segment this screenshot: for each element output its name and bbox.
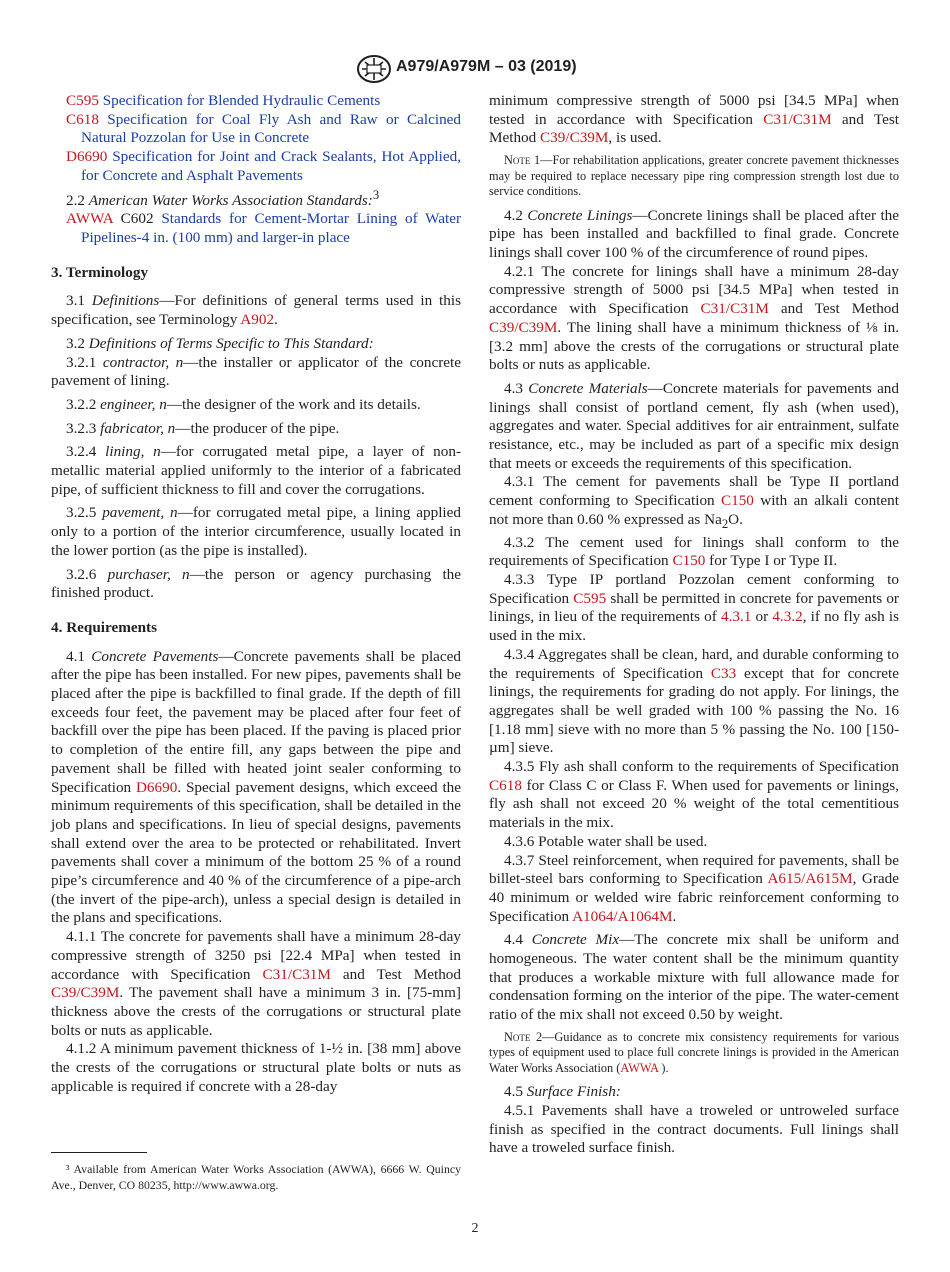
ref-link[interactable]: AWWA — [66, 210, 113, 228]
ref-link[interactable]: A615/A615M — [767, 870, 853, 888]
ref-title[interactable]: Specification for Coal Fly Ash and Raw or Calcined Natural Pozzolan for Use in Concrete — [81, 110, 462, 147]
paragraph-text: except that for concrete linings, the requirements for grading do not apply. For linings, the aggregates shall be well graded with 100 % passing the No. 16 [1.18 mm] sieve with no more than 5 % passing the No. 100 [150-µm] sieve. — [489, 664, 899, 757]
footnote-3: ³ Available from American Water Works Association (AWWA), 6666 W. Quincy Ave., Denver, CO 80235, http://www.awwa.org. — [51, 1162, 461, 1192]
paragraph-text: . — [672, 907, 677, 925]
term: purchaser, n — [107, 565, 190, 583]
paragraph-3-2-3 — [51, 420, 461, 439]
paragraph-text: shall be permitted in concrete for pavements or linings, in lieu of the requirements of — [489, 589, 899, 626]
paragraph-text: —the producer of the pipe. — [175, 419, 340, 437]
paragraph-text: —The concrete mix shall be uniform and homogeneous. The water content shall be the minimum quantity that produces a workable mixture with full allowance made for condensation forming on the interior of the pipe. The water-cement ratio of the mix shall not exceed 0.50 by weight. — [489, 931, 900, 1024]
paragraph-4-1-2: 4.1.2 A minimum pavement thickness of 1-½ in. [38 mm] above the crests of the corrugations or structural plate bolts or nuts as applicable is required if concrete with a 28-day — [51, 1040, 461, 1095]
paragraph-text: , if no fly ash is used in the mix. — [489, 608, 899, 645]
paragraph-3-1 — [51, 292, 461, 329]
paragraph-text: for Type I or Type II. — [705, 552, 838, 570]
ref-link[interactable]: C150 — [672, 552, 706, 570]
term: engineer, n — [100, 395, 167, 413]
paragraph-4-3-7 — [489, 852, 899, 927]
paragraph-text: minimum compressive strength of 5000 psi [34.5 MPa] when tested in accordance with Specification — [489, 92, 899, 128]
section-number: 3.2.3 — [66, 419, 97, 437]
paragraph-text: —For definitions of general terms used in this specification, see Terminology — [51, 292, 461, 329]
astm-logo-icon — [356, 54, 392, 84]
paragraph-text: 4.3.7 Steel reinforcement, when required for pavements, shall be billet-steel bars conforming to Specification — [489, 851, 899, 888]
ref-link[interactable]: A902 — [240, 311, 275, 329]
paragraph-text: . — [274, 311, 278, 329]
paragraph-text: and Test Method — [768, 300, 899, 318]
note-text: ). — [658, 1060, 669, 1075]
section-number: 3.1 — [66, 292, 85, 310]
section-heading-requirements: 4. Requirements — [51, 618, 158, 636]
paragraph-text: O. — [728, 510, 743, 528]
ref-link[interactable]: A1064/A1064M — [572, 907, 673, 925]
paragraph-4-3-3 — [489, 571, 899, 646]
term: Definitions — [91, 292, 160, 310]
reference-awwa-c602 — [51, 210, 461, 247]
ref-link[interactable]: 4.3.1 — [720, 608, 752, 626]
reference-c595 — [51, 92, 461, 111]
term: Concrete Mix — [531, 931, 620, 949]
ref-title[interactable]: Specification for Joint and Crack Sealants, Hot Applied, for Concrete and Asphalt Pavements — [81, 148, 461, 184]
paragraph-text: —for corrugated metal pipe, a layer of non-metallic material applied uniformly to the interior of a fabricated pipe, of sufficient thickness to fill and cover the corrugations. — [51, 443, 461, 498]
note-label: Note 2 — [504, 1029, 543, 1044]
paragraph-text: with an alkali content not more than 0.60 % expressed as Na — [489, 492, 899, 528]
paragraph-4-3-2 — [489, 534, 899, 571]
term: Definitions of Terms Specific to This Standard: — [88, 334, 374, 352]
ref-link[interactable]: D6690 — [135, 778, 178, 796]
ref-link[interactable]: C618 — [489, 776, 522, 794]
paragraph-4-5 — [489, 1083, 899, 1102]
right-column — [489, 92, 899, 1158]
term: Concrete Linings — [527, 206, 633, 224]
ref-link[interactable]: C39/C39M — [540, 129, 609, 147]
ref-link[interactable]: C31/C31M — [763, 110, 832, 128]
paragraph-3-2-5 — [51, 504, 461, 560]
paragraph-3-2-6 — [51, 566, 461, 603]
reference-d6690 — [51, 148, 461, 185]
section-number: 2.2 — [66, 191, 85, 209]
paragraph-text: 4.3.2 The cement used for linings shall conform to the requirements of Specification — [489, 533, 899, 570]
section-number: 4.2 — [504, 206, 523, 224]
section-number: 3.2.6 — [66, 565, 97, 583]
section-number: 3.2.1 — [66, 353, 97, 371]
ref-link[interactable]: C31/C31M — [262, 965, 331, 983]
ref-number: C602 — [120, 210, 154, 228]
paragraph-text: —Concrete linings shall be placed after the pipe has been installed and backfilled to final grade. Concrete linings shall cover 100 % of the circumference of round pipes. — [489, 206, 900, 262]
ref-link[interactable]: C595 — [573, 589, 607, 607]
ref-link[interactable]: C33 — [710, 664, 737, 682]
paragraph-text: —Concrete pavements shall be placed after the pipe has been installed. For new pipes, pavements shall be placed after the pipe is backfilled to final grade. If the depth of fill exceeds four feet, the pavement may be placed after four feet of backfill over the pipe has been placed. If the paving is placed prior to completion of the entire fill, any gaps between the pipe and pavement shall be filled with heated joint sealer conforming to Specification — [51, 647, 461, 796]
ref-link[interactable]: C150 — [720, 492, 754, 510]
paragraph-text: or — [751, 608, 773, 626]
ref-title[interactable]: Standards for Cement-Mortar Lining of Water Pipelines-4 in. (100 mm) and larger-in place — [81, 210, 462, 246]
section-number: 4.1 — [66, 647, 85, 665]
page-header — [0, 56, 950, 82]
term: contractor, n — [102, 353, 184, 371]
section-number: 3.2 — [66, 334, 85, 352]
paragraph-4-3-4 — [489, 646, 899, 758]
term: fabricator, n — [100, 419, 176, 437]
section-number: 3.2.2 — [66, 395, 97, 413]
paragraph-3-2-4 — [51, 443, 461, 499]
term: Concrete Materials — [528, 379, 648, 397]
paragraph-4-1 — [51, 648, 461, 929]
left-column — [51, 92, 461, 1097]
ref-link[interactable]: AWWA — [620, 1060, 659, 1075]
paragraph-4-3-1 — [489, 473, 899, 533]
term: Concrete Pavements — [91, 647, 219, 665]
paragraph-text: . The lining shall have a minimum thickness of ⅛ in. [3.2 mm] above the crests of the corrugations or structural plate bolts or nuts as applicable. — [489, 318, 899, 374]
paragraph-text: —the person or agency purchasing the finished product. — [51, 565, 462, 602]
paragraph-text: 4.3.3 Type IP portland Pozzolan cement conforming to Specification — [489, 571, 899, 607]
awwa-standards-heading — [51, 186, 461, 211]
paragraph-text: for Class C or Class F. When used for pavements or linings, fly ash shall not exceed 20 % weight of the total cementitious materials in the mix. — [489, 776, 899, 832]
paragraph-text: 4.3.5 Fly ash shall conform to the requirements of Specification — [504, 758, 899, 776]
footnote-marker: 3 — [372, 187, 380, 202]
section-number: 4.4 — [504, 931, 523, 949]
term: pavement, n — [102, 504, 178, 522]
paragraph-4-1-2-continued — [489, 92, 899, 148]
heading-text: American Water Works Association Standards: — [88, 191, 373, 209]
reference-c618 — [51, 111, 461, 148]
paragraph-4-2 — [489, 207, 899, 263]
section-number: 4.5 — [504, 1083, 523, 1101]
paragraph-4-1-1 — [51, 928, 461, 1040]
document-designation: A979/A979M – 03 (2019) — [396, 58, 577, 75]
paragraph-text: —the installer or applicator of the concrete pavement of lining. — [51, 353, 461, 390]
paragraph-text: 4.3.1 The cement for pavements shall be Type II portland cement conforming to Specification — [489, 473, 899, 510]
section-number: 4.3 — [504, 379, 523, 397]
paragraph-text: 4.1.1 The concrete for pavements shall have a minimum 28-day compressive strength of 3250 psi [22.4 MPa] when tested in accordance with Specification — [51, 928, 461, 983]
ref-link[interactable]: C31/C31M — [700, 300, 769, 318]
section-heading-terminology: 3. Terminology — [51, 263, 149, 281]
paragraph-text: , is used. — [608, 129, 662, 147]
note-text: —For rehabilitation applications, greater concrete pavement thicknesses may be required to replace necessary pipe ring compression strength lost due to service conditions. — [489, 153, 899, 199]
paragraph-3-2-1 — [51, 354, 461, 391]
ref-link[interactable]: C39/C39M — [51, 984, 120, 1002]
paragraph-4-3-5 — [489, 758, 899, 833]
paragraph-text: —the designer of the work and its details. — [166, 395, 421, 413]
paragraph-text: 4.3.4 Aggregates shall be clean, hard, and durable conforming to the requirements of Specification — [489, 645, 899, 682]
subscript: 2 — [721, 516, 729, 531]
paragraph-3-2-2 — [51, 396, 461, 415]
section-number: 3.2.4 — [66, 443, 97, 461]
ref-link[interactable]: D6690 — [66, 148, 108, 166]
paragraph-text: —Concrete materials for pavements and linings shall consist of portland cement, fly ash (when used), aggregates and water. Special additives for air entrainment, sulfate resistance, etc., may be included as part of a specific mix design that meets or exceeds the requirements of this specification. — [489, 379, 899, 472]
paragraph-3-2 — [51, 335, 461, 354]
ref-link[interactable]: C618 — [66, 110, 99, 128]
paragraph-4-3 — [489, 380, 899, 474]
paragraph-4-5-1: 4.5.1 Pavements shall have a troweled or untroweled surface finish as specified in the contract documents. Full linings shall have a troweled surface finish. — [489, 1102, 899, 1157]
term: lining, n — [105, 443, 161, 461]
ref-title[interactable]: Specification for Blended Hydraulic Cements — [102, 92, 381, 109]
paragraph-text: 4.2.1 The concrete for linings shall have a minimum 28-day compressive strength of 5000 psi [34.5 MPa] when tested in accordance with Specification — [489, 262, 899, 318]
note-text: —Guidance as to concrete mix consistency requirements for various types of equipment used to place full concrete linings is provided in the American Water Works Association ( — [489, 1029, 899, 1075]
ref-link[interactable]: C39/C39M — [489, 318, 558, 336]
note-2 — [489, 1030, 899, 1077]
paragraph-text: —for corrugated metal pipe, a lining applied only to a portion of the interior circumference, usually located in the lower portion (as the pipe is installed). — [51, 504, 461, 559]
paragraph-4-3-6: 4.3.6 Potable water shall be used. — [504, 832, 708, 850]
section-number: 3.2.5 — [66, 504, 97, 522]
paragraph-4-2-1 — [489, 263, 899, 375]
ref-link[interactable]: C595 — [66, 92, 99, 109]
term: Surface Finish: — [526, 1083, 621, 1101]
note-label: Note 1 — [504, 153, 541, 168]
page-number: 2 — [471, 1221, 479, 1236]
paragraph-text: , Grade 40 minimum or welded wire fabric reinforcement conforming to Specification — [489, 870, 899, 925]
paragraph-text: . Special pavement designs, which exceed the minimum requirements of this specification, shall be detailed in the job plans and specifications. In lieu of special designs, pavements shall extend over the area to be protected or rehabilitated. Invert pavements shall cover a minimum of the bottom 25 % of a round pipe’s circumference and 40 % of the circumference of a pipe-arch (the invert of the pipe-arch), unless a special design is detailed in the plans and specifications. — [51, 778, 461, 927]
paragraph-text: . The pavement shall have a minimum 3 in. [75-mm] thickness above the crests of the corrugations or structural plate bolts or nuts as applicable. — [51, 984, 461, 1039]
note-1 — [489, 153, 899, 200]
paragraph-text: and Test Method — [489, 110, 899, 147]
paragraph-4-4 — [489, 931, 899, 1025]
footnote-divider — [51, 1152, 147, 1153]
paragraph-text: and Test Method — [330, 965, 461, 983]
ref-link[interactable]: 4.3.2 — [772, 608, 803, 626]
